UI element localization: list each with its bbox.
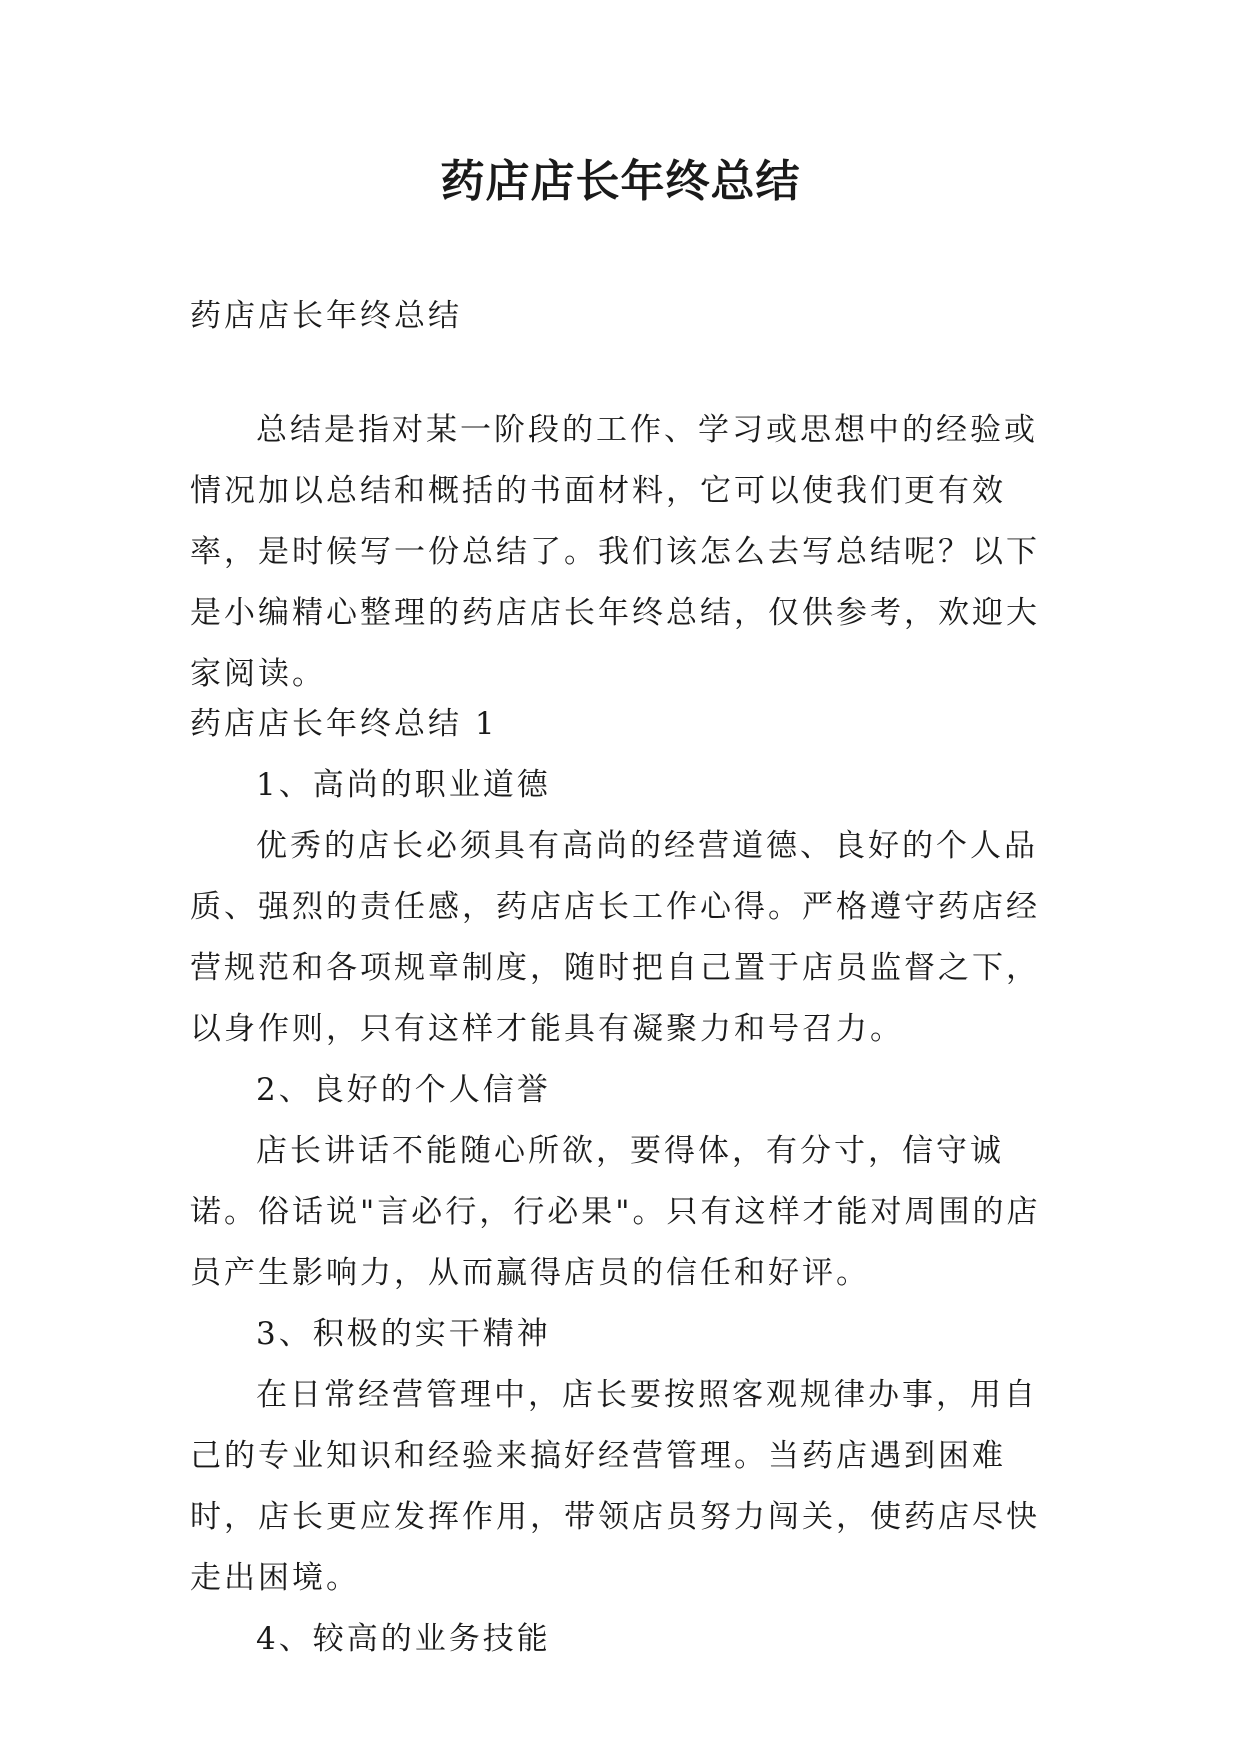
intro-paragraph: 总结是指对某一阶段的工作、学习或思想中的经验或情况加以总结和概括的书面材料，它可以使我们更有效率，是时候写一份总结了。我们该怎么去写总结呢？以下是小编精心整理的药店店长年终总结，仅供参考，欢迎大家阅读。 xyxy=(190,412,1040,692)
summary-section-1 xyxy=(190,694,1060,1670)
document-title: 药店店长年终总结 xyxy=(440,156,801,207)
item-body: 在日常经营管理中，店长要按照客观规律办事，用自己的专业知识和经验来搞好经营管理。当药店遇到困难时，店长更应发挥作用，带领店员努力闯关，使药店尽快走出困境。 xyxy=(190,1377,1040,1596)
document-subtitle: 药店店长年终总结 xyxy=(190,298,462,334)
item-body: 优秀的店长必须具有高尚的经营道德、良好的个人品质、强烈的责任感，药店店长工作心得。严格遵守药店经营规范和各项规章制度，随时把自己置于店员监督之下，以身作则，只有这样才能具有凝聚力和号召力。 xyxy=(190,828,1040,1047)
item-heading: 1、高尚的职业道德 xyxy=(256,767,551,803)
item-heading: 3、积极的实干精神 xyxy=(256,1316,551,1352)
item-heading: 4、较高的业务技能 xyxy=(256,1621,551,1657)
section-heading: 药店店长年终总结 1 xyxy=(190,706,498,742)
item-heading: 2、良好的个人信誉 xyxy=(256,1072,551,1108)
item-body: 店长讲话不能随心所欲，要得体，有分寸，信守诚诺。俗话说"言必行，行必果"。只有这样才能对周围的店员产生影响力，从而赢得店员的信任和好评。 xyxy=(190,1133,1041,1291)
